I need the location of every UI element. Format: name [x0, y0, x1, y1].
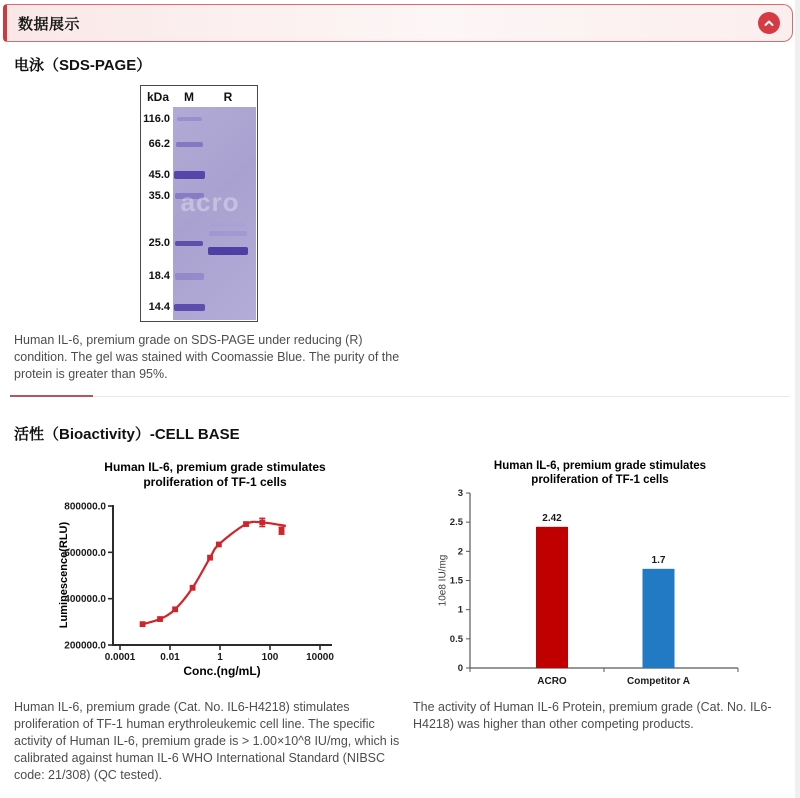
section-divider	[10, 396, 790, 397]
y-tick-label: 600000.0	[64, 547, 106, 559]
line-chart-title-line2: proliferation of TF-1 cells	[143, 475, 287, 489]
section-divider-accent	[10, 395, 93, 397]
y-tick-label: 800000.0	[64, 501, 106, 513]
gel-marker-label: 45.0	[148, 169, 170, 181]
accordion-title: 数据展示	[18, 15, 81, 33]
sds-page-heading: 电泳（SDS-PAGE）	[14, 57, 152, 74]
y-tick-label: 0	[457, 663, 463, 674]
gel-marker-label: 18.4	[148, 270, 170, 282]
bar-category-label: ACRO	[537, 676, 567, 687]
data-point	[172, 606, 178, 612]
bar-value-label: 1.7	[651, 554, 666, 566]
y-tick-label: 0.5	[449, 633, 463, 645]
bar-value-label: 2.42	[542, 512, 562, 524]
y-tick-label: 3	[457, 488, 463, 499]
bioactivity-heading: 活性（Bioactivity）-CELL BASE	[14, 426, 240, 443]
data-point	[259, 520, 265, 526]
x-tick-label: 0.01	[160, 652, 180, 663]
bioactivity-line-chart	[30, 452, 400, 698]
collapse-button[interactable]	[758, 12, 780, 34]
line-chart-title-line1: Human IL-6, premium grade stimulates	[104, 460, 326, 474]
bioactivity-bar-chart	[430, 450, 770, 695]
gel-marker-band	[174, 304, 205, 311]
y-tick-label: 200000.0	[64, 640, 106, 652]
bar-chart-y-axis-label: 10e8 IU/mg	[437, 554, 449, 607]
gel-watermark: acro	[180, 187, 240, 217]
line-chart-plot-area	[30, 452, 400, 698]
gel-marker-band	[175, 273, 204, 280]
line-chart-x-axis-label: Conc.(ng/mL)	[183, 664, 261, 678]
gel-sample-band	[208, 247, 248, 255]
gel-unit-header: kDa	[146, 90, 169, 104]
bar-chart-plot-area	[430, 450, 770, 695]
gel-marker-label: 35.0	[148, 190, 170, 202]
gel-marker-band	[175, 241, 203, 246]
bar-competitor-a	[643, 569, 675, 668]
bioactivity-left-caption: Human IL-6, premium grade (Cat. No. IL6-H4218) stimulates proliferation of TF-1 human erythroleukemic cell line. The specific activity of Human IL-6, premium grade is > 1.00×10^8 IU/mg, which is calibrated against human IL-6 WHO International Standard (NIBSC code: 21/308) (QC tested).	[14, 700, 400, 782]
gel-sample-band	[209, 231, 247, 236]
data-point	[216, 542, 222, 548]
y-tick-label: 2	[457, 546, 463, 558]
gel-marker-label: 66.2	[148, 138, 170, 150]
dose-response-curve	[143, 522, 286, 624]
bar-acro	[536, 527, 568, 668]
sds-page-gel-image	[140, 85, 258, 322]
y-tick-label: 1.5	[449, 575, 463, 587]
data-point	[279, 528, 285, 534]
page-right-gutter	[795, 0, 800, 798]
data-point	[243, 521, 249, 527]
gel-sample-band	[210, 223, 246, 227]
gel-marker-band	[174, 171, 205, 179]
x-tick-label: 10000	[306, 652, 334, 663]
gel-marker-band	[177, 117, 202, 121]
y-tick-label: 400000.0	[64, 594, 106, 606]
sds-page-caption: Human IL-6, premium grade on SDS-PAGE under reducing (R) condition. The gel was stained with Coomassie Blue. The purity of the protein is greater than 95%.	[14, 333, 400, 381]
gel-marker-label: 116.0	[143, 113, 170, 125]
axes-line	[470, 493, 738, 668]
y-tick-label: 2.5	[449, 517, 463, 529]
gel-marker-band	[176, 142, 203, 147]
bioactivity-right-caption: The activity of Human IL-6 Protein, premium grade (Cat. No. IL6-H4218) was higher than other competing products.	[413, 700, 772, 731]
x-tick-label: 1	[217, 652, 223, 663]
gel-marker-label: 14.4	[148, 301, 170, 313]
data-point	[157, 616, 163, 622]
y-tick-label: 1	[457, 604, 463, 616]
data-point	[207, 555, 213, 561]
gel-lane-r-header: R	[223, 90, 233, 104]
line-chart-y-axis-label: Luminescence(RLU)	[58, 521, 70, 629]
data-point	[140, 621, 146, 627]
gel-lane-m-header: M	[184, 90, 194, 104]
bar-chart-title-line2: proliferation of TF-1 cells	[531, 474, 669, 486]
bar-category-label: Competitor A	[627, 676, 690, 687]
data-point	[190, 585, 196, 591]
data-display-accordion-header[interactable]	[3, 4, 793, 42]
bar-chart-title-line1: Human IL-6, premium grade stimulates	[493, 460, 707, 472]
chevron-up-icon	[762, 16, 776, 30]
x-tick-label: 0.0001	[104, 652, 136, 663]
x-tick-label: 100	[261, 652, 279, 663]
gel-marker-label: 25.0	[148, 237, 170, 249]
